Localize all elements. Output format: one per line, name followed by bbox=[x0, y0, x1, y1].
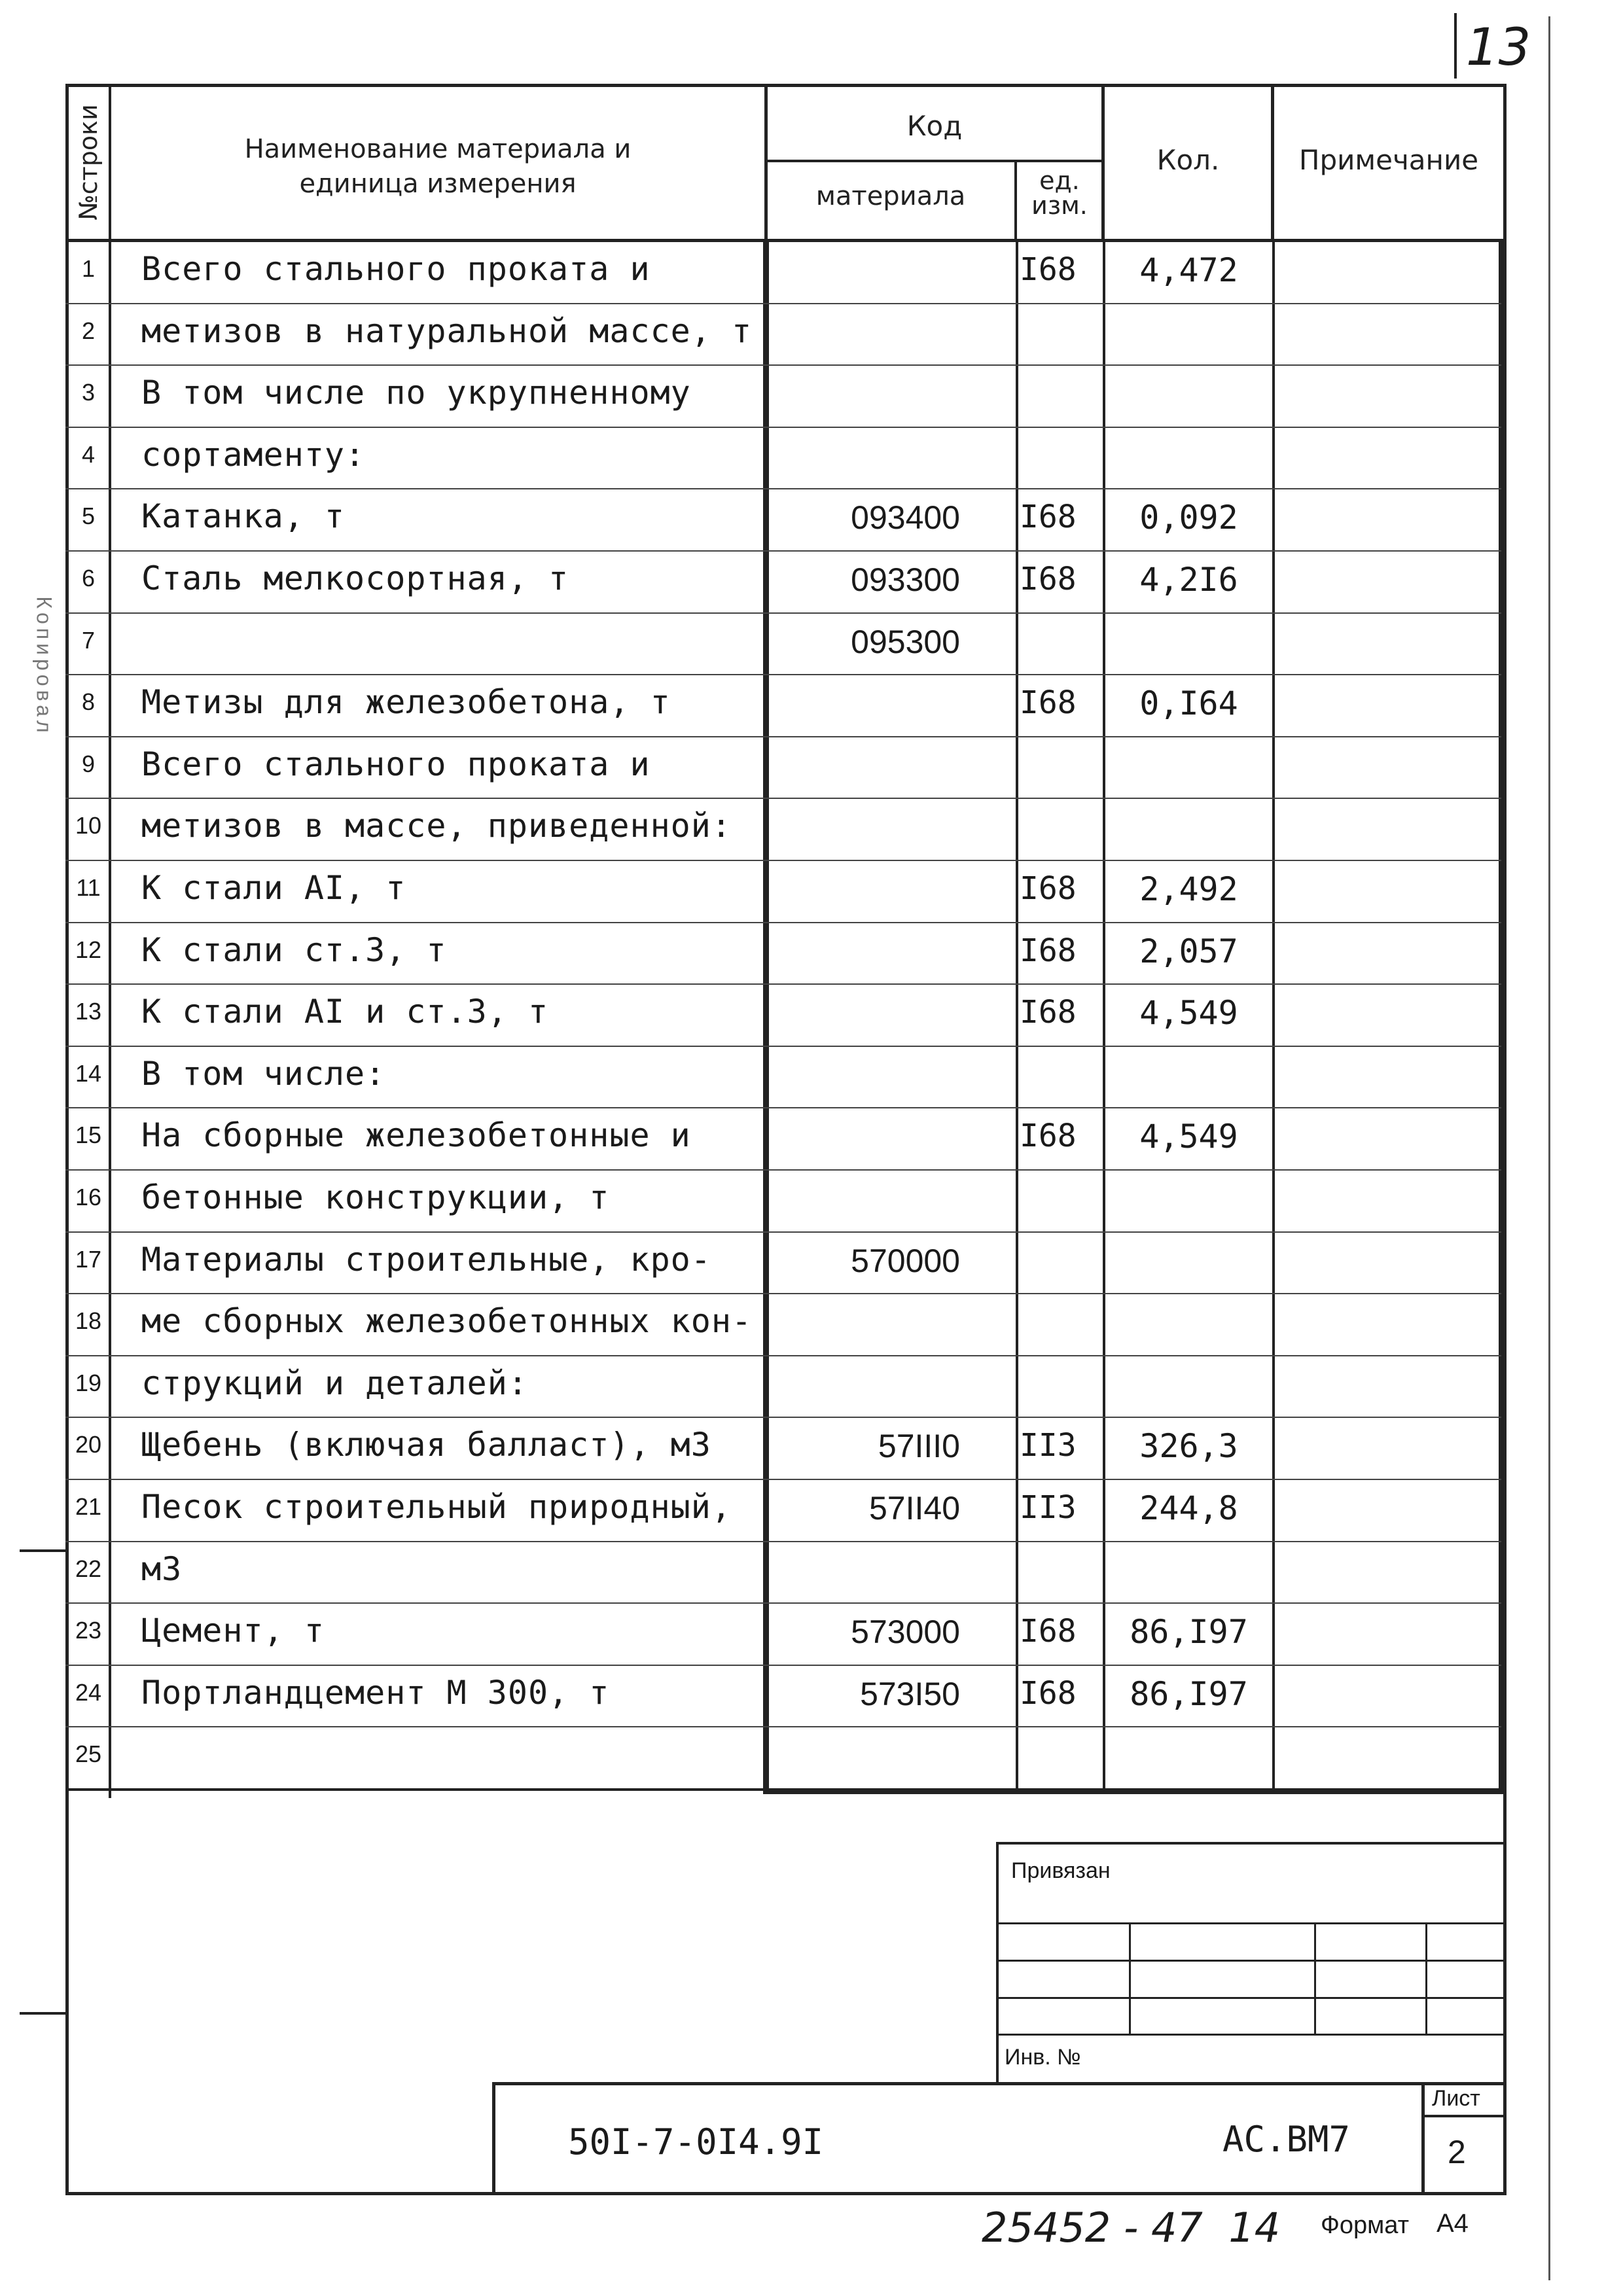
row-name: Метизы для железобетона, т bbox=[141, 683, 671, 722]
row-separator bbox=[65, 1479, 1501, 1480]
stamp-line-a bbox=[996, 1922, 1505, 1924]
row-quantity: 86,I97 bbox=[1130, 1613, 1248, 1651]
row-separator bbox=[65, 1602, 1501, 1604]
row-number: 5 bbox=[81, 503, 96, 530]
row-name: м3 bbox=[141, 1549, 183, 1588]
header-code: Код bbox=[906, 110, 963, 142]
row-number: 19 bbox=[75, 1369, 102, 1396]
row-number: 21 bbox=[75, 1493, 102, 1520]
row-unit-code: I68 bbox=[1020, 1118, 1077, 1155]
row-separator bbox=[65, 922, 1501, 923]
row-separator bbox=[65, 303, 1501, 304]
stamp-inv-label: Инв. № bbox=[1005, 2045, 1081, 2070]
stamp-col-b bbox=[1314, 1922, 1316, 2035]
stamp-privyazan-label: Привязан bbox=[1011, 1858, 1111, 1883]
row-unit-code: I68 bbox=[1020, 932, 1077, 969]
row-name: Всего стального проката и bbox=[141, 745, 651, 783]
stamp-line-d bbox=[996, 2034, 1505, 2036]
stamp-main-top bbox=[492, 2082, 1505, 2085]
row-unit-code: I68 bbox=[1020, 994, 1077, 1031]
row-unit-code: I68 bbox=[1020, 684, 1077, 722]
row-separator bbox=[65, 488, 1501, 489]
row-name: Щебень (включая балласт), м3 bbox=[141, 1426, 711, 1464]
row-separator bbox=[65, 1726, 1501, 1727]
row-separator bbox=[65, 612, 1501, 614]
row-number: 13 bbox=[75, 998, 102, 1025]
row-separator bbox=[65, 427, 1501, 428]
row-quantity: 4,472 bbox=[1139, 251, 1238, 289]
row-unit-code: I68 bbox=[1020, 1674, 1077, 1712]
margin-tick-1 bbox=[20, 1549, 67, 1552]
row-quantity: 86,I97 bbox=[1130, 1674, 1248, 1713]
stamp-sheet-label: Лист bbox=[1432, 2086, 1480, 2111]
row-name: метизов в массе, приведенной: bbox=[141, 807, 732, 845]
row-unit-code: I68 bbox=[1020, 870, 1077, 907]
row-name: струкций и деталей: bbox=[141, 1364, 528, 1402]
row-quantity: 4,549 bbox=[1139, 1118, 1238, 1156]
row-name: Цемент, т bbox=[141, 1612, 325, 1650]
row-unit-code: II3 bbox=[1020, 1427, 1077, 1464]
stamp-privyazan-left bbox=[996, 1842, 999, 2084]
row-name: К стали AI, т bbox=[141, 869, 406, 907]
row-separator bbox=[65, 1107, 1501, 1108]
stamp-sheet-left bbox=[1421, 2082, 1425, 2193]
header-code-unit-1: ед. bbox=[1039, 166, 1080, 195]
row-number: 4 bbox=[81, 440, 96, 468]
row-name: сортаменту: bbox=[141, 435, 366, 474]
row-quantity: 2,492 bbox=[1139, 870, 1238, 908]
row-number: 2 bbox=[81, 317, 96, 344]
row-number: 18 bbox=[75, 1307, 102, 1335]
row-name: К стали ст.3, т bbox=[141, 930, 447, 969]
row-quantity: 0,I64 bbox=[1139, 684, 1238, 723]
body-col-note-left bbox=[1272, 241, 1275, 1788]
row-number: 6 bbox=[81, 565, 96, 592]
row-name: На сборные железобетонные и bbox=[141, 1116, 691, 1155]
corner-mark-line bbox=[1454, 13, 1457, 79]
row-separator bbox=[65, 1355, 1501, 1356]
row-quantity: 4,549 bbox=[1139, 994, 1238, 1033]
row-name: В том числе: bbox=[141, 1054, 386, 1093]
corner-mark-line-right bbox=[1548, 16, 1550, 2280]
row-name: В том числе по укрупненному bbox=[141, 374, 691, 412]
row-number: 24 bbox=[75, 1678, 102, 1706]
stamp-privyazan-top bbox=[996, 1842, 1505, 1845]
row-material-code: 570000 bbox=[851, 1242, 960, 1279]
body-heavy-right bbox=[1499, 241, 1505, 1791]
row-unit-code: I68 bbox=[1020, 561, 1077, 597]
row-number: 10 bbox=[75, 812, 102, 839]
row-number: 16 bbox=[75, 1184, 102, 1210]
row-separator bbox=[65, 983, 1501, 985]
row-quantity: 326,3 bbox=[1139, 1427, 1238, 1466]
row-separator bbox=[65, 1417, 1501, 1418]
page-number-handwritten: 13 bbox=[1466, 18, 1531, 77]
frame-top bbox=[65, 84, 1505, 87]
row-name: Всего стального проката и bbox=[141, 250, 651, 288]
row-material-code: 573I50 bbox=[860, 1675, 960, 1712]
row-name: Сталь мелкосортная, т bbox=[141, 559, 569, 597]
row-unit-code: I68 bbox=[1020, 251, 1077, 288]
row-material-code: 093300 bbox=[851, 561, 960, 598]
body-heavy-bottom bbox=[763, 1788, 1507, 1794]
row-material-code: 095300 bbox=[851, 623, 960, 660]
header-name-line2: единица измерения bbox=[299, 169, 577, 199]
stamp-sheet-split bbox=[1421, 2115, 1505, 2117]
row-unit-code: II3 bbox=[1020, 1489, 1077, 1526]
header-qty: Кол. bbox=[1156, 144, 1220, 176]
row-unit-code: I68 bbox=[1020, 499, 1077, 536]
row-number: 15 bbox=[75, 1122, 102, 1149]
margin-vertical-text: Копировал bbox=[32, 596, 56, 737]
stamp-mark: АС.ВМ7 bbox=[1222, 2119, 1351, 2160]
row-separator bbox=[65, 1231, 1501, 1233]
row-quantity: 244,8 bbox=[1139, 1489, 1238, 1527]
body-col-unit-left bbox=[1016, 241, 1018, 1788]
row-material-code: 57III0 bbox=[878, 1428, 960, 1465]
stamp-sheet-value: 2 bbox=[1448, 2134, 1466, 2170]
header-row-number-label: №строки bbox=[74, 104, 103, 221]
row-material-code: 093400 bbox=[851, 499, 960, 537]
row-number: 11 bbox=[76, 874, 101, 901]
header-code-material: материала bbox=[815, 181, 966, 211]
row-number: 22 bbox=[75, 1555, 102, 1582]
header-bottom-line bbox=[65, 239, 1505, 242]
row-name: метизов в натуральной массе, т bbox=[141, 311, 753, 350]
frame-bottom bbox=[65, 2192, 1507, 2195]
row-name: ме сборных железобетонных кон- bbox=[141, 1302, 753, 1341]
row-separator bbox=[65, 860, 1501, 861]
row-number: 7 bbox=[81, 626, 96, 654]
row-unit-code: I68 bbox=[1020, 1613, 1077, 1650]
row-number: 12 bbox=[75, 936, 102, 963]
row-number: 8 bbox=[81, 688, 96, 716]
row-quantity: 0,092 bbox=[1139, 499, 1238, 537]
row-number: 23 bbox=[75, 1617, 102, 1644]
row-name: Песок строительный природный, bbox=[141, 1488, 732, 1526]
row-separator bbox=[65, 1293, 1501, 1294]
footer-handwritten-number: 25452 - 47 14 bbox=[982, 2204, 1281, 2252]
row-name: К стали AI и ст.3, т bbox=[141, 993, 549, 1031]
footer-format-label: Формат bbox=[1321, 2212, 1409, 2239]
row-separator bbox=[65, 798, 1501, 799]
header-col-line-2 bbox=[764, 84, 768, 241]
row-name: бетонные конструкции, т bbox=[141, 1178, 610, 1216]
footer-format-value: А4 bbox=[1436, 2209, 1469, 2238]
margin-tick-2 bbox=[20, 2012, 67, 2015]
row-quantity: 2,057 bbox=[1139, 932, 1238, 970]
row-number: 9 bbox=[81, 750, 96, 777]
row-number: 3 bbox=[81, 379, 96, 406]
row-number: 1 bbox=[81, 255, 96, 282]
row-material-code: 573000 bbox=[851, 1614, 960, 1651]
row-separator bbox=[65, 364, 1501, 366]
row-separator bbox=[65, 1046, 1501, 1047]
header-note: Примечание bbox=[1298, 144, 1479, 176]
stamp-doc-code: 50I-7-0I4.9I bbox=[568, 2121, 824, 2163]
stamp-col-a bbox=[1129, 1922, 1131, 2035]
stamp-line-c bbox=[996, 1997, 1505, 1999]
body-bottom-left bbox=[65, 1788, 766, 1791]
row-separator bbox=[65, 1169, 1501, 1171]
row-number: 25 bbox=[75, 1740, 102, 1768]
row-separator bbox=[65, 674, 1501, 675]
stamp-col-c bbox=[1425, 1922, 1427, 2035]
row-separator bbox=[65, 1541, 1501, 1542]
stamp-line-b bbox=[996, 1960, 1505, 1962]
row-material-code: 57II40 bbox=[868, 1490, 960, 1527]
row-quantity: 4,2I6 bbox=[1139, 561, 1238, 599]
row-name: Материалы строительные, кро- bbox=[141, 1240, 711, 1279]
stamp-main-left bbox=[492, 2082, 495, 2193]
row-name: Портландцемент М 300, т bbox=[141, 1673, 610, 1712]
header-code-split bbox=[764, 160, 1103, 162]
row-separator bbox=[65, 1665, 1501, 1666]
row-number: 14 bbox=[75, 1059, 102, 1087]
row-number: 17 bbox=[75, 1245, 102, 1273]
row-separator bbox=[65, 736, 1501, 737]
header-name-line1: Наименование материала и bbox=[244, 134, 632, 164]
row-separator bbox=[65, 550, 1501, 552]
row-number: 20 bbox=[75, 1431, 102, 1458]
row-name: Катанка, т bbox=[141, 497, 346, 536]
header-code-unit-2: изм. bbox=[1031, 191, 1088, 220]
